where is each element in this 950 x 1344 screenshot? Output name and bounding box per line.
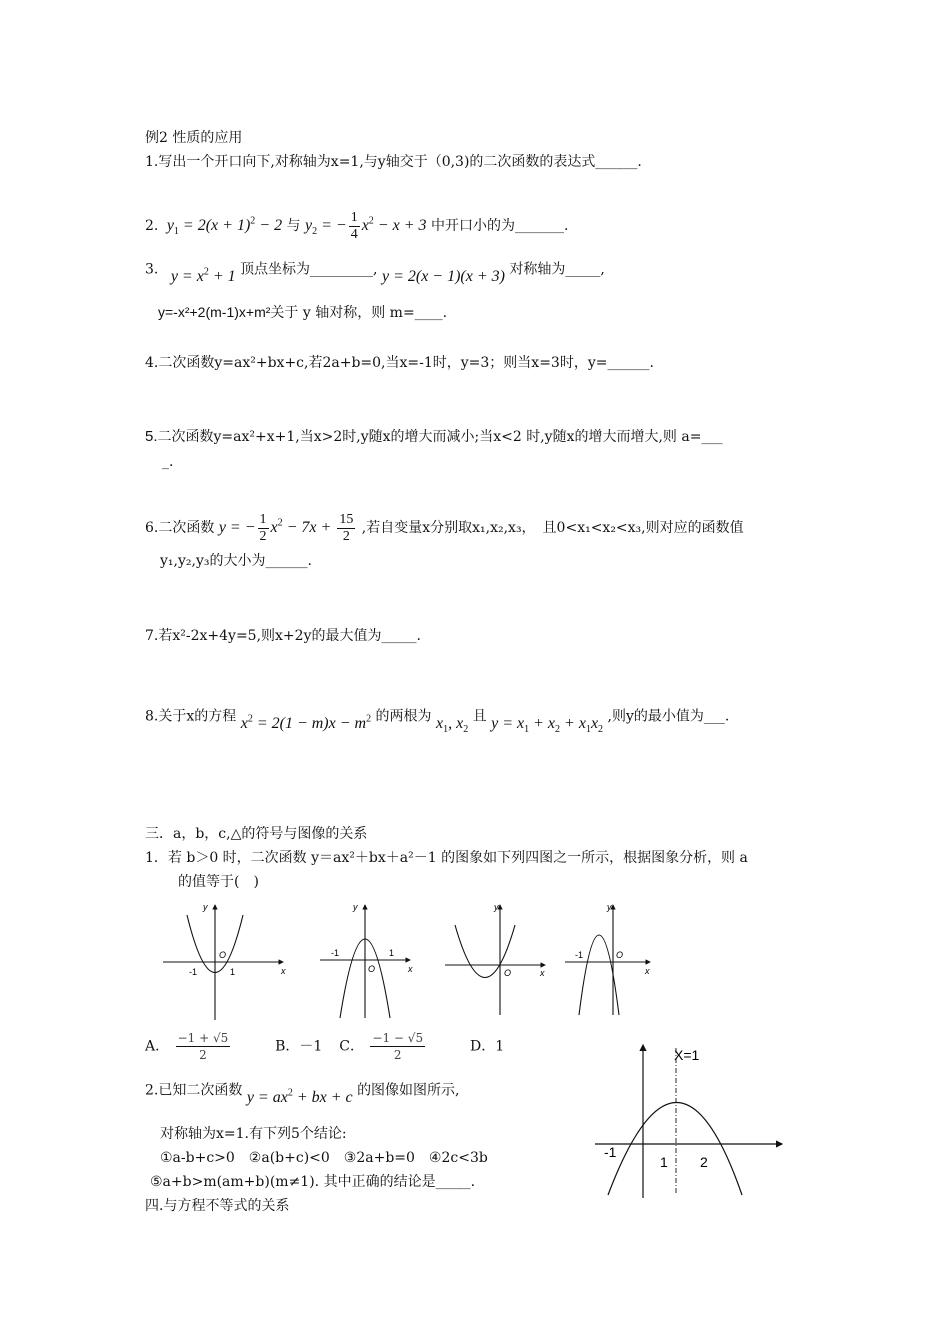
parabola-curve	[608, 1103, 742, 1196]
problem-2-conclusions-1: ①a-b+c>0 ②a(b+c)<0 ③2a+b=0 ④2c<3b	[160, 1150, 488, 1166]
graph-c-origin: O	[504, 968, 512, 978]
problem-1-line1: 1．若 b＞0 时，二次函数 y＝ax²＋bx＋a²－1 的图象如下列四图之一所示，根据图象分析，则 a	[145, 850, 748, 866]
symmetry-axis-label: X=1	[674, 1047, 700, 1063]
graph-d-y-label: y	[607, 902, 612, 912]
option-a-value: $\frac{-1 + √5}{2}$	[177, 1031, 229, 1062]
question-4: 4.二次函数y=ax²+bx+c,若2a+b=0,当x=-1时，y=3；则当x=3时，y=______.	[145, 355, 654, 371]
option-d: D．1	[469, 1038, 505, 1055]
q3-formula-2-render: y = 2(x − 1)(x + 3)	[381, 268, 505, 286]
q6-formula-render: y = − $\frac{1}{2}$ $x^2 - 7x$ + $\frac{15}{2}$	[218, 512, 354, 544]
graph-b-y-label: y	[353, 902, 358, 912]
four-parabola-graphs	[155, 900, 665, 1025]
q8-equation-render: $x^2 = 2(1 - m)x - m^2$	[240, 714, 372, 733]
fig2-one: 1	[660, 1154, 668, 1170]
graph-b-neg1: -1	[331, 948, 340, 958]
problem-1-line2: 的值等于( )	[178, 874, 259, 890]
graph-a	[163, 905, 283, 1020]
question-7: 7.若x²-2x+4y=5,则x+2y的最大值为_____.	[145, 628, 421, 644]
graph-a-neg1: -1	[189, 967, 198, 977]
question-8: 8.关于x的方程 $x^2 = 2(1 - m)x - m^2$ 的两根为 $x_1$, $x_2$ 且 $y = x_1 + x_2 + x_1x_2$ ,则y的最小值为___.	[145, 708, 730, 736]
graph-c-x-label: x	[540, 968, 545, 978]
option-c-label: C．	[339, 1038, 364, 1055]
parabola-figure-2	[590, 1040, 790, 1200]
q2-y2-render: $y_2$ = − $\frac{1}{4}$ $x^2 - x + 3$	[304, 210, 427, 242]
fig2-neg1: -1	[604, 1144, 617, 1160]
graph-b-pos1: 1	[389, 948, 395, 958]
option-b: B．－1	[275, 1038, 323, 1055]
fig2-two: 2	[700, 1154, 708, 1170]
question-3-line2: y=-x²+2(m-1)x+m²关于 y 轴对称，则 m=____.	[158, 304, 448, 321]
graph-a-pos1: 1	[230, 967, 236, 977]
graph-b	[320, 905, 410, 1018]
section-3-heading: 三．a，b，c,△的符号与图像的关系	[145, 826, 368, 842]
q8-y-render: $y = x_1 + x_2 + x_1x_2$	[491, 715, 604, 736]
question-1: 1.写出一个开口向下,对称轴为x=1,与y轴交于（0,3)的二次函数的表达式______.	[145, 154, 642, 170]
graph-d-neg1: -1	[575, 950, 584, 960]
p2-formula-render: $y = ax^2$ + bx + c	[246, 1088, 353, 1107]
problem-2: 2.已知二次函数 $y = ax^2$ + bx + c 的图像如图所示,	[145, 1082, 460, 1107]
q8-roots-render: $x_1$, $x_2$	[436, 715, 469, 736]
graph-d	[565, 905, 650, 1015]
example-2-heading: 例2 性质的应用	[145, 130, 243, 146]
question-5-line2: _.	[162, 454, 174, 470]
question-2: 2. $y_1 = 2(x + 1)^2 - 2$ 与 $y_2$ = − $\frac{1}{4}$ $x^2 - x + 3$ 中开口小的为_______.	[145, 210, 569, 242]
graph-c	[445, 905, 545, 1015]
question-5: 5.二次函数y=ax²+x+1,当x>2时,y随x的增大而减小;当x<2 时,y随x的增大而增大,则 a=___	[145, 428, 723, 445]
problem-2-line2: 对称轴为x=1.有下列5个结论:	[160, 1126, 347, 1142]
q3-formula-1-render: $y = x^2 + 1$	[162, 267, 236, 286]
graph-a-origin: O	[219, 950, 227, 960]
q2-y1-render: $y_1 = 2(x + 1)^2 - 2$	[162, 215, 283, 238]
problem-2-conclusions-2: ⑤a+b>m(am+b)(m≠1). 其中正确的结论是_____.	[150, 1174, 476, 1190]
option-a-label: A．	[145, 1038, 170, 1055]
graph-b-origin: O	[368, 964, 376, 974]
option-c-value: $\frac{-1 - √5}{2}$	[372, 1031, 424, 1062]
graph-d-origin: O	[616, 950, 624, 960]
graph-c-y-label: y	[494, 902, 499, 912]
question-6: 6.二次函数 y = − $\frac{1}{2}$ $x^2 - 7x$ + $\frac{15}{2}$ ,若自变量x分别取x₁,x₂,x₃， 且0<x₁<x₂<x₃,则对应的函数值	[145, 512, 744, 544]
graph-a-y-label: y	[203, 902, 208, 912]
question-3: 3. $y = x^2 + 1$ 顶点坐标为_________, y = 2(x − 1)(x + 3) 对称轴为_____,	[145, 261, 605, 286]
section-4-heading: 四.与方程不等式的关系	[145, 1198, 290, 1214]
graph-b-x-label: x	[408, 964, 413, 974]
question-6-line2: y₁,y₂,y₃的大小为______.	[160, 553, 312, 569]
graph-a-x-label: x	[281, 966, 286, 976]
answer-options	[145, 1030, 504, 1063]
graph-d-x-label: x	[645, 966, 650, 976]
